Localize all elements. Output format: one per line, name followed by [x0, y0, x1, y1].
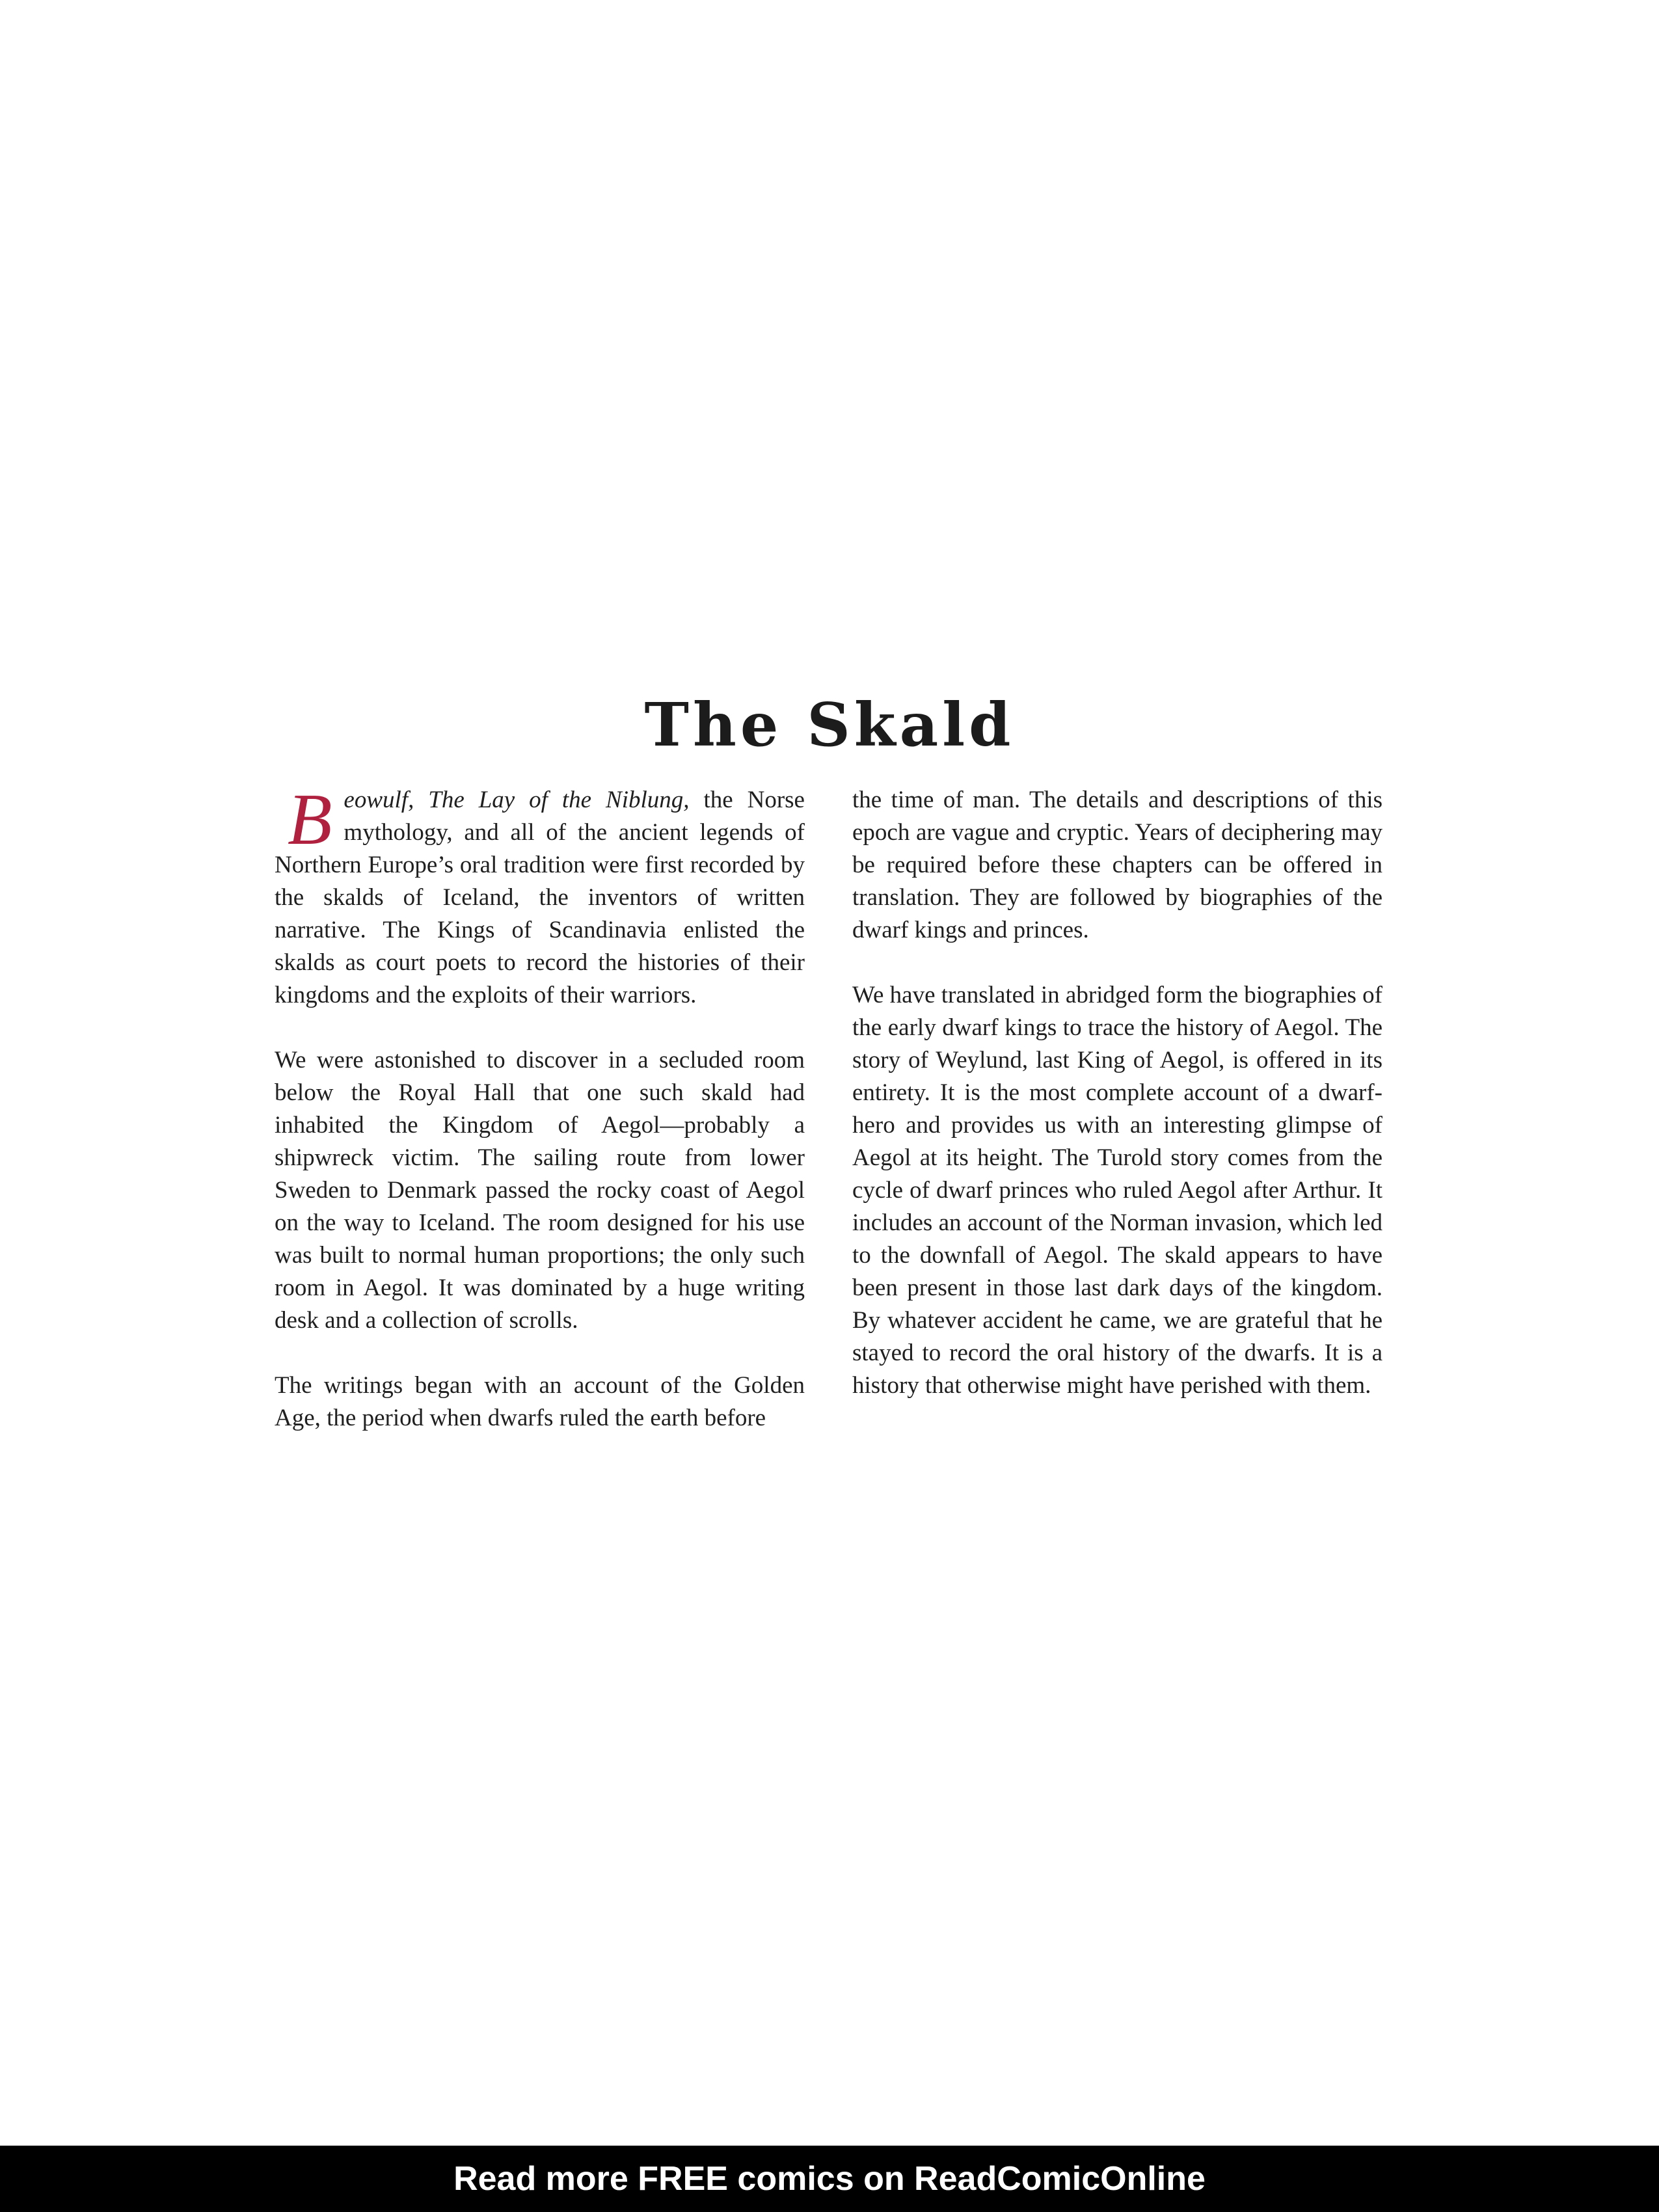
- paragraph: the time of man. The details and descriptions of this epoch are vague and cryptic. Years of deciphering may be required before these chapters can be offered in translation. They are followed by biographies of the dwarf kings and princes.: [852, 787, 1382, 943]
- paragraph: [275, 779, 805, 1012]
- footer-link-text[interactable]: Read more FREE comics on ReadComicOnline: [453, 2160, 1206, 2198]
- paragraph: We were astonished to discover in a secluded room below the Royal Hall that one such skald had inhabited the Kingdom of Aegol—probably a shipwreck victim. The sailing route from lower Sweden to Denmark passed the rocky coast of Aegol on the way to Iceland. The room designed for his use was built to normal human proportions; the only such room in Aegol. It was dominated by a huge writing desk and a collection of scrolls.: [275, 1047, 805, 1334]
- right-column: [852, 784, 1382, 1435]
- paragraph: The writings began with an account of the Golden Age, the period when dwarfs ruled the earth before: [275, 1372, 805, 1431]
- promo-footer-banner[interactable]: [0, 2146, 1659, 2212]
- page-title: The Skald: [644, 690, 1015, 760]
- italic-titles: eowulf, The Lay of the Niblung,: [344, 787, 690, 813]
- left-column: [275, 779, 805, 1467]
- drop-cap: B: [288, 779, 332, 860]
- paragraph: We have translated in abridged form the biographies of the early dwarf kings to trace the history of Aegol. The story of Weylund, last King of Aegol, is offered in its entirety. It is the most complete account of a dwarf-hero and provides us with an interesting glimpse of Aegol at its height. The Turold story comes from the cycle of dwarf princes who ruled Aegol after Arthur. It includes an account of the Norman invasion, which led to the downfall of Aegol. The skald appears to have been present in those last dark days of the kingdom. By whatever accident he came, we are grateful that he stayed to record the oral history of the dwarfs. It is a history that otherwise might have perished with them.: [852, 982, 1382, 1399]
- paragraph-text: the Norse mythology, and all of the ancient legends of Northern Europe’s oral tradition were first recorded by the skalds of Iceland, the inventors of written narrative. The Kings of Scandinavia enlisted the skalds as court poets to record the histories of their kingdoms and the exploits of their warriors.: [275, 787, 805, 1008]
